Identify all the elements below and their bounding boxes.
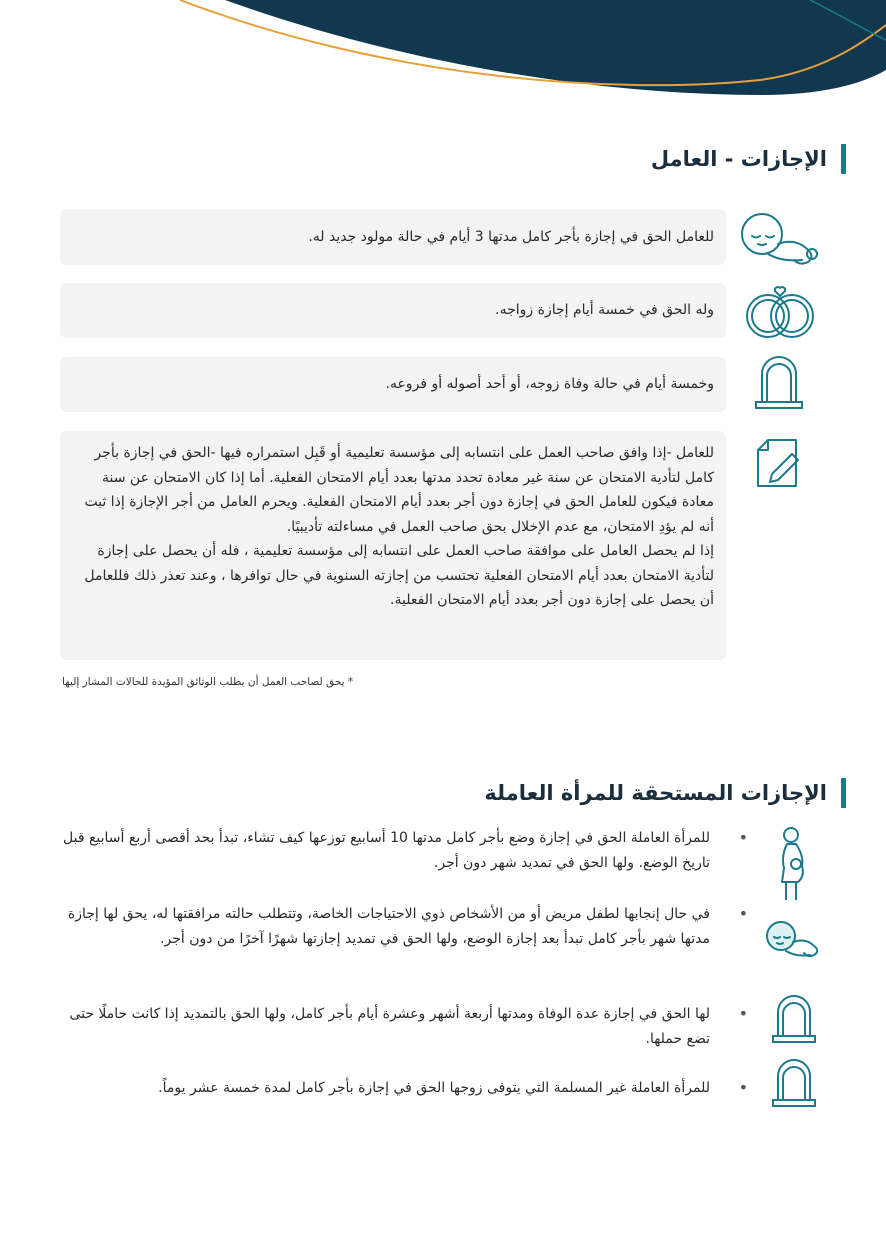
header-wave-decoration [0, 0, 886, 110]
women-leave-non-muslim-widow: للمرأة العاملة غير المسلمة التي يتوفى زوجها الحق في إجازة بأجر كامل لمدة خمسة عشر يوماً. [158, 1080, 710, 1096]
leave-item-text: وله الحق في خمسة أيام إجازة زواجه. [495, 302, 714, 319]
footnote: * يحق لصاحب العمل أن يطلب الوثائق المؤيدة للحالات المشار إليها [62, 676, 354, 688]
section-title-employee-leaves: الإجازات - العامل [651, 144, 846, 174]
tombstone-icon [771, 992, 817, 1044]
section-title-women-leaves: الإجازات المستحقة للمرأة العاملة [484, 778, 846, 808]
leave-item-bereavement [60, 357, 726, 412]
baby-icon [738, 210, 822, 266]
bullet-dot: • [738, 904, 748, 923]
tombstone-icon [771, 1056, 817, 1108]
women-leave-sick-child: في حال إنجابها لطفل مريض أو من الأشخاص ذوي الاحتياجات الخاصة، وتتطلب حالته مرافقتها له، يحق لها إجازة مدتها شهر بأجر كامل تبدأ بعد إجازة الوضع، ولها الحق في تمديد إجازتها شهرًا آخرًا من دون أجر. [67, 906, 710, 947]
leave-item-text: للعامل الحق في إجازة بأجر كامل مدتها 3 أيام في حالة مولود جديد له. [308, 228, 714, 245]
bullet-dot: • [738, 828, 748, 847]
exam-edit-icon [754, 438, 804, 490]
exam-paragraph-approved: للعامل -إذا وافق صاحب العمل على انتسابه إلى مؤسسة تعليمية أو قَبِل استمراره فيها -الحق في إجازة بأجر كامل لتأدية الامتحان عن سنة غير معادة تحدد مدتها بعدد أيام الامتحان الفعلية. أما إذا كان الامتحان عن سنة معادة فيكون للعامل الحق في إجازة دون أجر بعدد أيام الامتحان الفعلية. ويحرم العامل من أجر الإجازة إذا ثبت أنه لم يؤدِ الامتحان، مع عدم الإخلال بحق صاحب العمل في مساءلته تأديبيًا. [84, 445, 714, 535]
leave-item-marriage [60, 283, 726, 338]
leave-item-text: وخمسة أيام في حالة وفاة زوجه، أو أحد أصوله أو فروعه. [385, 376, 714, 393]
tombstone-icon [754, 352, 804, 410]
exam-paragraph-not-approved: إذا لم يحصل العامل على موافقة صاحب العمل على انتسابه إلى مؤسسة تعليمية ، فله أن يحصل على إجازة لتأدية الامتحان بعدد أيام الامتحان الفعلية تحتسب من إجازته السنوية في حال توافرها ، وعند تعذر ذلك فللعامل أن يحصل على إجازة دون أجر بعدد أيام الامتحان الفعلية. [84, 543, 714, 608]
wedding-rings-icon [741, 284, 819, 340]
bullet-dot: • [738, 1078, 748, 1097]
women-leave-maternity: للمرأة العاملة الحق في إجازة وضع بأجر كامل مدتها 10 أسابيع توزعها كيف تشاء، تبدأ بحد أقصى أربع أسابيع قبل تاريخ الوضع. ولها الحق في تمديد شهر دون أجر. [63, 830, 710, 871]
baby-icon [764, 918, 824, 960]
pregnant-woman-icon [778, 826, 808, 902]
bullet-dot: • [738, 1004, 748, 1023]
women-leave-widow: لها الحق في إجازة عدة الوفاة ومدتها أربعة أشهر وعشرة أيام بأجر كامل، ولها الحق بالتمديد إذا كانت حاملًا حتى تضع حملها. [69, 1006, 710, 1047]
leave-item-newborn [60, 209, 726, 265]
leave-item-exam [60, 431, 726, 660]
